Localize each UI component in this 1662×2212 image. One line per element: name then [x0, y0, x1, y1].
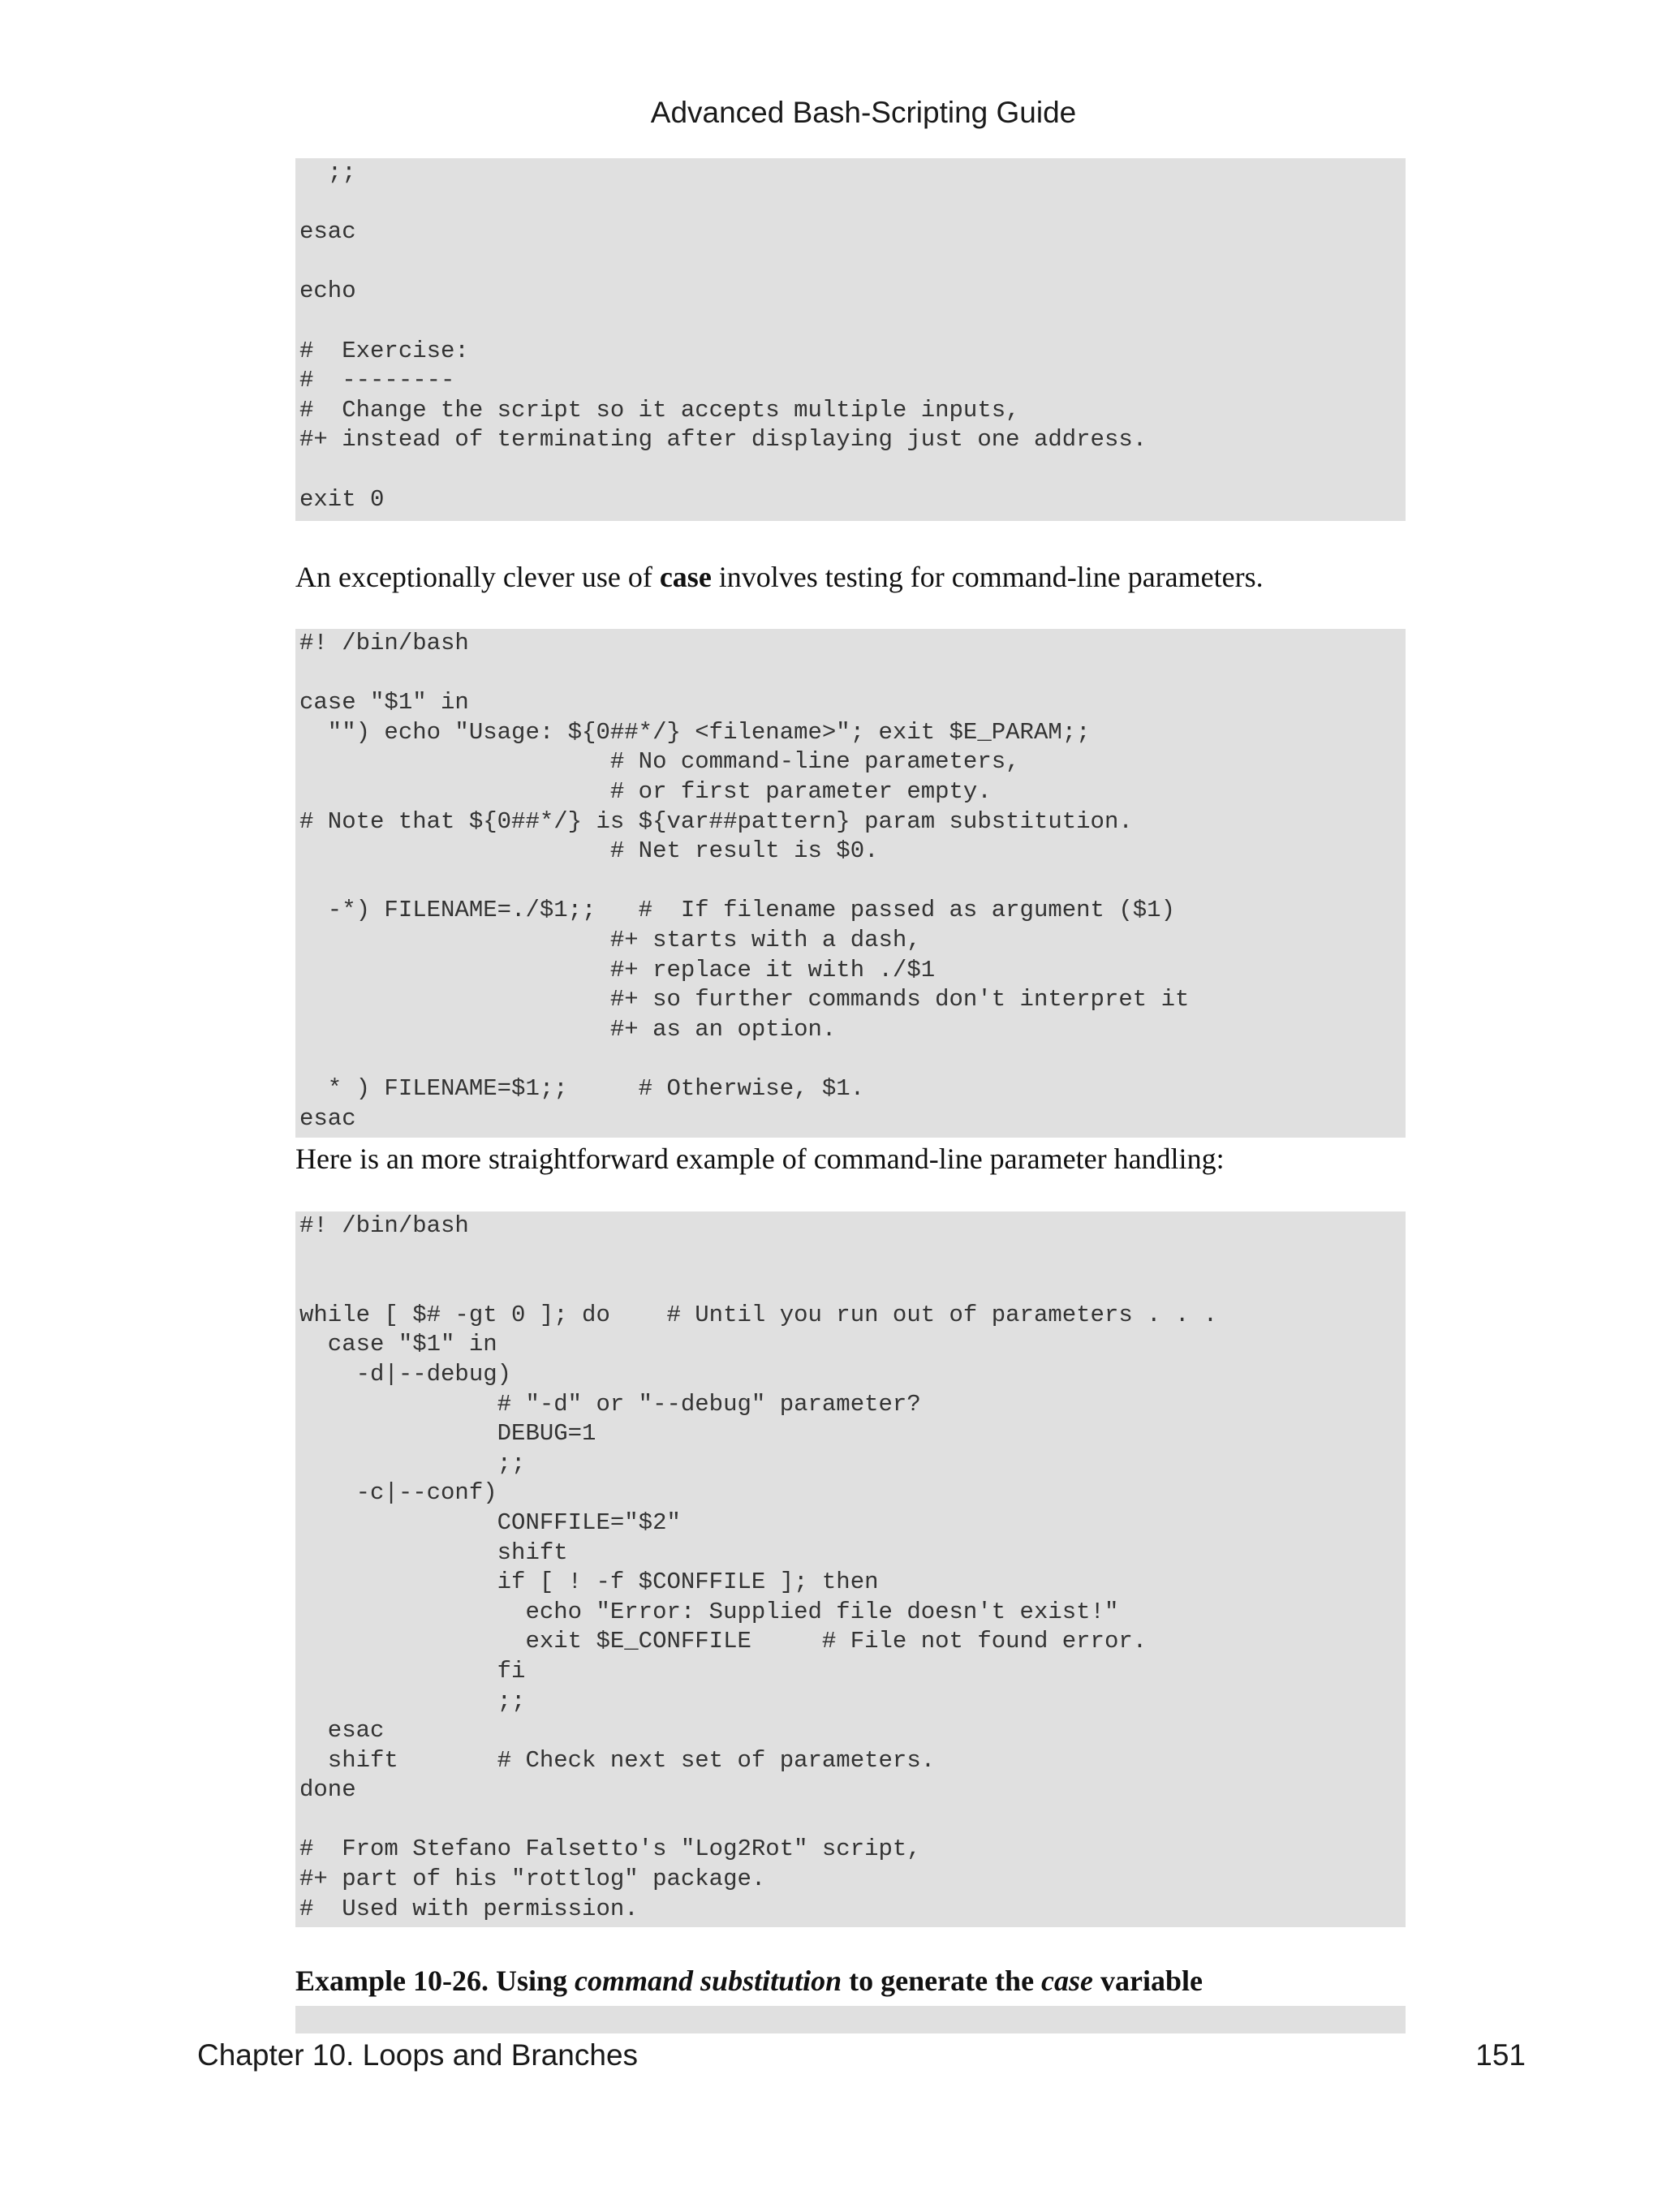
example-title-italic-command-substitution: command substitution: [575, 1965, 842, 1997]
paragraph-straightforward-example: Here is an more straightforward example of command-line parameter handling:: [295, 1143, 1225, 1175]
example-title-italic-case: case: [1041, 1965, 1094, 1997]
code-block-next-example-start: [295, 2006, 1406, 2033]
code-block-param-handling: #! /bin/bash while [ $# -gt 0 ]; do # Until you run out of parameters . . . case "$1" in -d|--debug) # "-d" or "--debug" parameter? DEBUG=1 ;; -c|--conf) CONFFILE="$2" shift if [ ! -f $CONFFILE ]; then echo "Error: Supplied file doesn't exist!" exit $E_CONFFILE # File not found error. fi ;; esac shift # Check next set of parameters. done # From Stefano Falsetto's "Log2Rot" script, #+ part of his "rottlog" package. # Used with permission.: [295, 1211, 1406, 1927]
example-title-suffix: variable: [1093, 1965, 1203, 1997]
code-block-case-params: #! /bin/bash case "$1" in "") echo "Usage: ${0##*/} <filename>"; exit $E_PARAM;; # No command-line parameters, # or first parameter empty. # Note that ${0##*/} is ${var##pattern} param substitution. # Net result is $0. -*) FILENAME=./$1;; # If filename passed as argument ($1) #+ starts with a dash, #+ replace it with ./$1 #+ so further commands don't interpret it #+ as an option. * ) FILENAME=$1;; # Otherwise, $1. esac: [295, 629, 1406, 1138]
example-title-prefix: Example 10-26. Using: [295, 1965, 575, 1997]
paragraph-keyword-case: case: [659, 561, 712, 593]
example-title: [295, 1964, 1203, 1998]
example-title-middle: to generate the: [842, 1965, 1042, 1997]
code-block-exercise: ;; esac echo # Exercise: # -------- # Change the script so it accepts multiple inputs, #+ instead of terminating after displaying just one address. exit 0: [295, 158, 1406, 521]
paragraph-text-after: involves testing for command-line parameters.: [711, 561, 1264, 593]
page-header-title: Advanced Bash-Scripting Guide: [650, 96, 1077, 129]
paragraph-case-intro: [295, 560, 1264, 594]
paragraph-text-before: An exceptionally clever use of: [295, 561, 660, 593]
footer-page-number: 151: [1475, 2038, 1526, 2072]
footer-chapter: Chapter 10. Loops and Branches: [197, 2038, 639, 2072]
